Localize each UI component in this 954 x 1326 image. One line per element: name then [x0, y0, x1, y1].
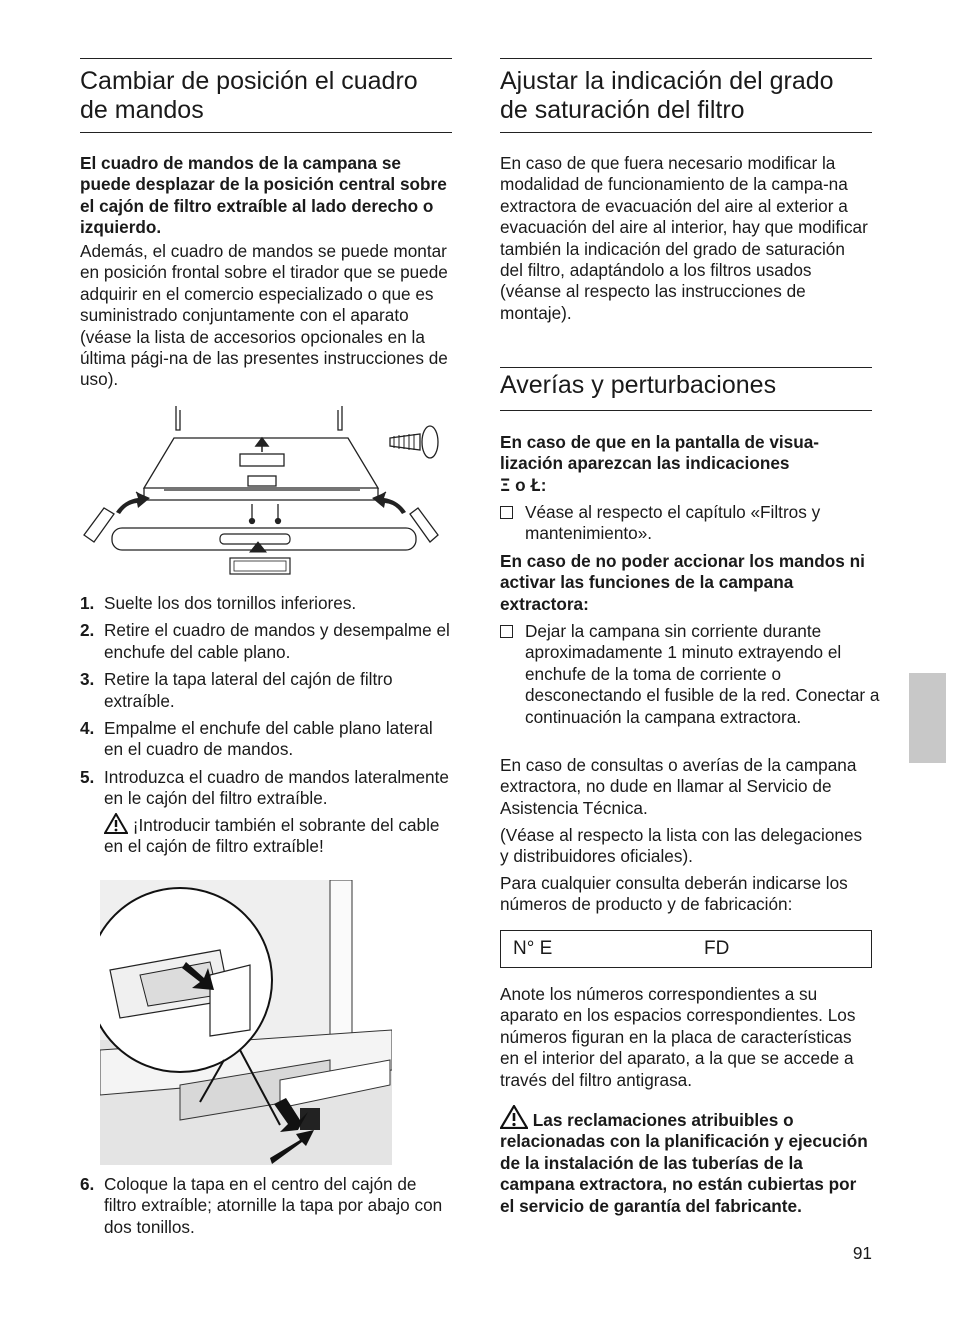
section-heading-control-panel — [80, 67, 452, 125]
fault-display-heading — [500, 432, 872, 497]
warning-text: ¡Introducir también el sobrante del cable en el cajón de filtro extraíble! — [104, 814, 440, 857]
heading-line: de mandos — [80, 96, 204, 124]
section-heading-faults: Averías y perturbaciones — [500, 371, 777, 399]
list-item — [80, 767, 452, 810]
bullet-item — [500, 502, 897, 545]
list-item — [80, 593, 452, 614]
warning-icon — [500, 1105, 528, 1129]
heading-rule-bottom — [500, 132, 872, 133]
checkbox-bullet-icon — [500, 625, 513, 638]
step-text: Retire el cuadro de mandos y desempalme el enchufe del cable plano. — [104, 620, 450, 662]
step-number: 5. — [80, 766, 95, 787]
screw-icon — [390, 426, 438, 458]
control-panel-diagram — [80, 400, 452, 580]
step-text: Retire la tapa lateral del cajón de filtro extraíble. — [104, 669, 393, 711]
step-number: 3. — [80, 669, 95, 690]
heading-rule-top — [500, 58, 872, 59]
section-heading-filter-saturation — [500, 67, 872, 125]
product-numbers-paragraph: Para cualquier consulta deberán indicarse los números de producto y de fabricación: — [500, 873, 848, 915]
chapter-tab — [909, 673, 946, 763]
list-item — [80, 620, 452, 663]
step-text: Introduzca el cuadro de mandos lateralmente en le cajón del filtro extraíble. — [104, 766, 449, 809]
or-text: o — [515, 474, 526, 495]
warranty-warning — [500, 1105, 872, 1217]
intro-text: Además, el cuadro de mandos se puede montar en posición frontal sobre el tirador que se puede adquirir en el comercio especializado o que es suministrado conjuntamente con el aparato (véase la lista de accesorios opcionales en la última pági-na de las presentes instrucciones de uso). — [80, 241, 448, 390]
step-text: Coloque la tapa en el centro del cajón de filtro extraíble; atornille la tapa por abajo con dos tonillos. — [104, 1174, 443, 1237]
bullet-text: Dejar la campana sin corriente durante aproximadamente 1 minuto extrayendo el enchufe de la toma de corriente o desconectando el fusible de la red. Conectar a continuación la campana extractora. — [525, 621, 880, 727]
fault-display-text: En caso de que en la pantalla de visua-lización aparezcan las indicaciones — [500, 432, 820, 474]
heading-rule-bottom — [500, 410, 872, 411]
warning-icon — [104, 813, 128, 834]
heading-rule-top — [500, 367, 872, 368]
delegations-paragraph: (Véase al respecto la lista con las delegaciones y distribuidores oficiales). — [500, 825, 863, 867]
step-number: 1. — [80, 593, 95, 613]
heading-rule-bottom — [80, 132, 452, 133]
filter-paragraph: En caso de que fuera necesario modificar la modalidad de funcionamiento de la campa-na extractora de evacuación del aire al exterior a evacuación del aire al interior, hay que modificar también la indicación del grado de saturación del filtro, adaptándolo a los filtros usados (véanse al respecto las instrucciones de montaje). — [500, 153, 868, 323]
step-number: 4. — [80, 718, 95, 739]
page-number: 91 — [852, 1243, 872, 1263]
list-item — [80, 669, 452, 712]
colon-text: : — [540, 474, 547, 495]
e-number-label: N° E — [513, 938, 553, 959]
drawer-insertion-diagram — [100, 880, 392, 1165]
display-symbol-b: Ł — [530, 475, 541, 496]
bullet-item — [500, 621, 897, 728]
product-number-box[interactable] — [500, 930, 872, 968]
warning-note — [80, 813, 452, 858]
list-item — [80, 1174, 452, 1238]
heading-line: Cambiar de posición el cuadro — [80, 67, 418, 95]
checkbox-bullet-icon — [500, 506, 513, 519]
list-item — [80, 718, 452, 761]
step-text: Empalme el enchufe del cable plano lateral en el cuadro de mandos. — [104, 718, 433, 760]
display-symbol-a: Ξ — [500, 475, 511, 496]
step-number: 2. — [80, 620, 95, 641]
bullet-text: Véase al respecto el capítulo «Filtros y mantenimiento». — [525, 502, 821, 544]
step-number: 6. — [80, 1174, 95, 1194]
step-text: Suelte los dos tornillos inferiores. — [104, 593, 357, 613]
controls-fault-heading: En caso de no poder accionar los mandos ni activar las funciones de la campana extractora: — [500, 551, 865, 614]
nameplate-paragraph: Anote los números correspondientes a su aparato en los espacios correspondientes. Los números figuran en la placa de características en el interior del aparato, a la que se accede a través del filtro antigrasa. — [500, 984, 856, 1090]
heading-line: de saturación del filtro — [500, 96, 745, 124]
heading-line: Ajustar la indicación del grado — [500, 67, 834, 95]
warranty-warning-text: Las reclamaciones atribuibles o relacionadas con la planificación y ejecución de la instalación de las tuberías de la campana extractora, no están cubiertas por el servicio de garantía del fabricante. — [500, 1110, 868, 1216]
fd-number-label: FD — [704, 938, 730, 959]
intro-bold: El cuadro de mandos de la campana se puede desplazar de la posición central sobre el cajón de filtro extraíble al lado derecho o izquierdo. — [80, 153, 447, 238]
steps-list — [80, 593, 452, 863]
heading-rule-top — [80, 58, 452, 59]
steps-list-continued — [80, 1174, 452, 1244]
service-paragraph: En caso de consultas o averías de la campana extractora, no dude en llamar al Servicio de Asistencia Técnica. — [500, 755, 857, 818]
